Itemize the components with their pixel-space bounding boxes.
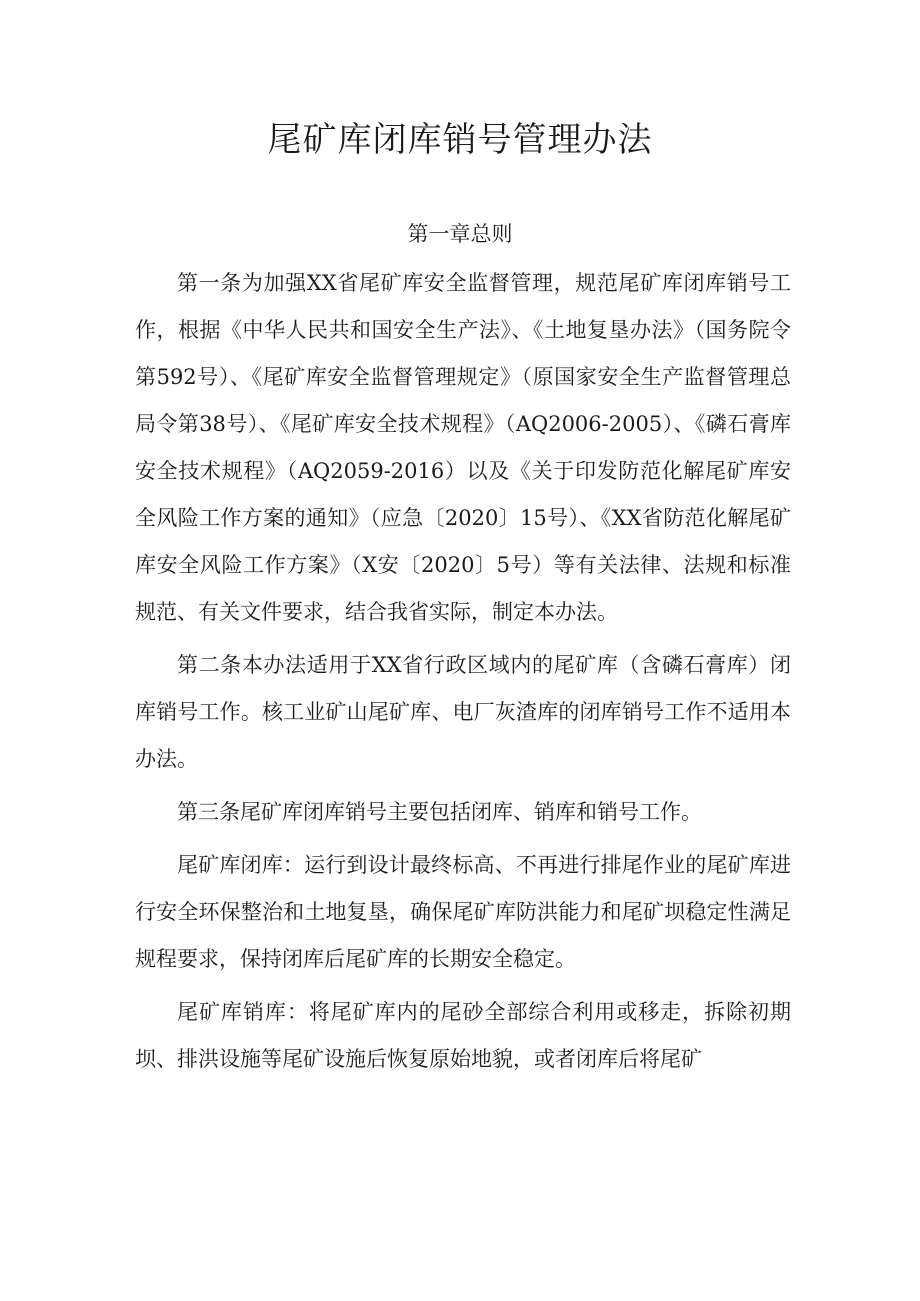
article-2-paragraph: 第二条本办法适用于XX省行政区域内的尾矿库（含磷石膏库）闭库销号工作。核工业矿山尾矿库、电厂灰渣库的闭库销号工作不适用本办法。	[135, 653, 791, 771]
article-3-paragraph: 第三条尾矿库闭库销号主要包括闭库、销库和销号工作。	[177, 800, 702, 824]
decommission-definition-paragraph: 尾矿库销库：将尾矿库内的尾砂全部综合利用或移走，拆除初期坝、排洪设施等尾矿设施后恢复原始地貌，或者闭库后将尾矿	[135, 1000, 791, 1071]
article-1-paragraph: 第一条为加强XX省尾矿库安全监督管理，规范尾矿库闭库销号工作，根据《中华人民共和国安全生产法》、《土地复垦办法》（国务院令第592号）、《尾矿库安全监督管理规定》（原国家安全生产监督管理总局令第38号）、《尾矿库安全技术规程》（AQ2006-2005）、《磷石膏库安全技术规程》（AQ2059-2016）以及《关于印发防范化解尾矿库安全风险工作方案的通知》（应急〔2020〕15号）、《XX省防范化解尾矿库安全风险工作方案》（X安〔2020〕5号）等有关法律、法规和标准规范、有关文件要求，结合我省实际，制定本办法。	[135, 271, 791, 624]
chapter-heading: 第一章总则	[407, 222, 513, 246]
document-body	[135, 260, 791, 1089]
document-title: 尾矿库闭库销号管理办法	[267, 120, 653, 160]
closure-definition-paragraph: 尾矿库闭库：运行到设计最终标高、不再进行排尾作业的尾矿库进行安全环保整治和土地复垦，确保尾矿库防洪能力和尾矿坝稳定性满足规程要求，保持闭库后尾矿库的长期安全稳定。	[135, 853, 791, 971]
